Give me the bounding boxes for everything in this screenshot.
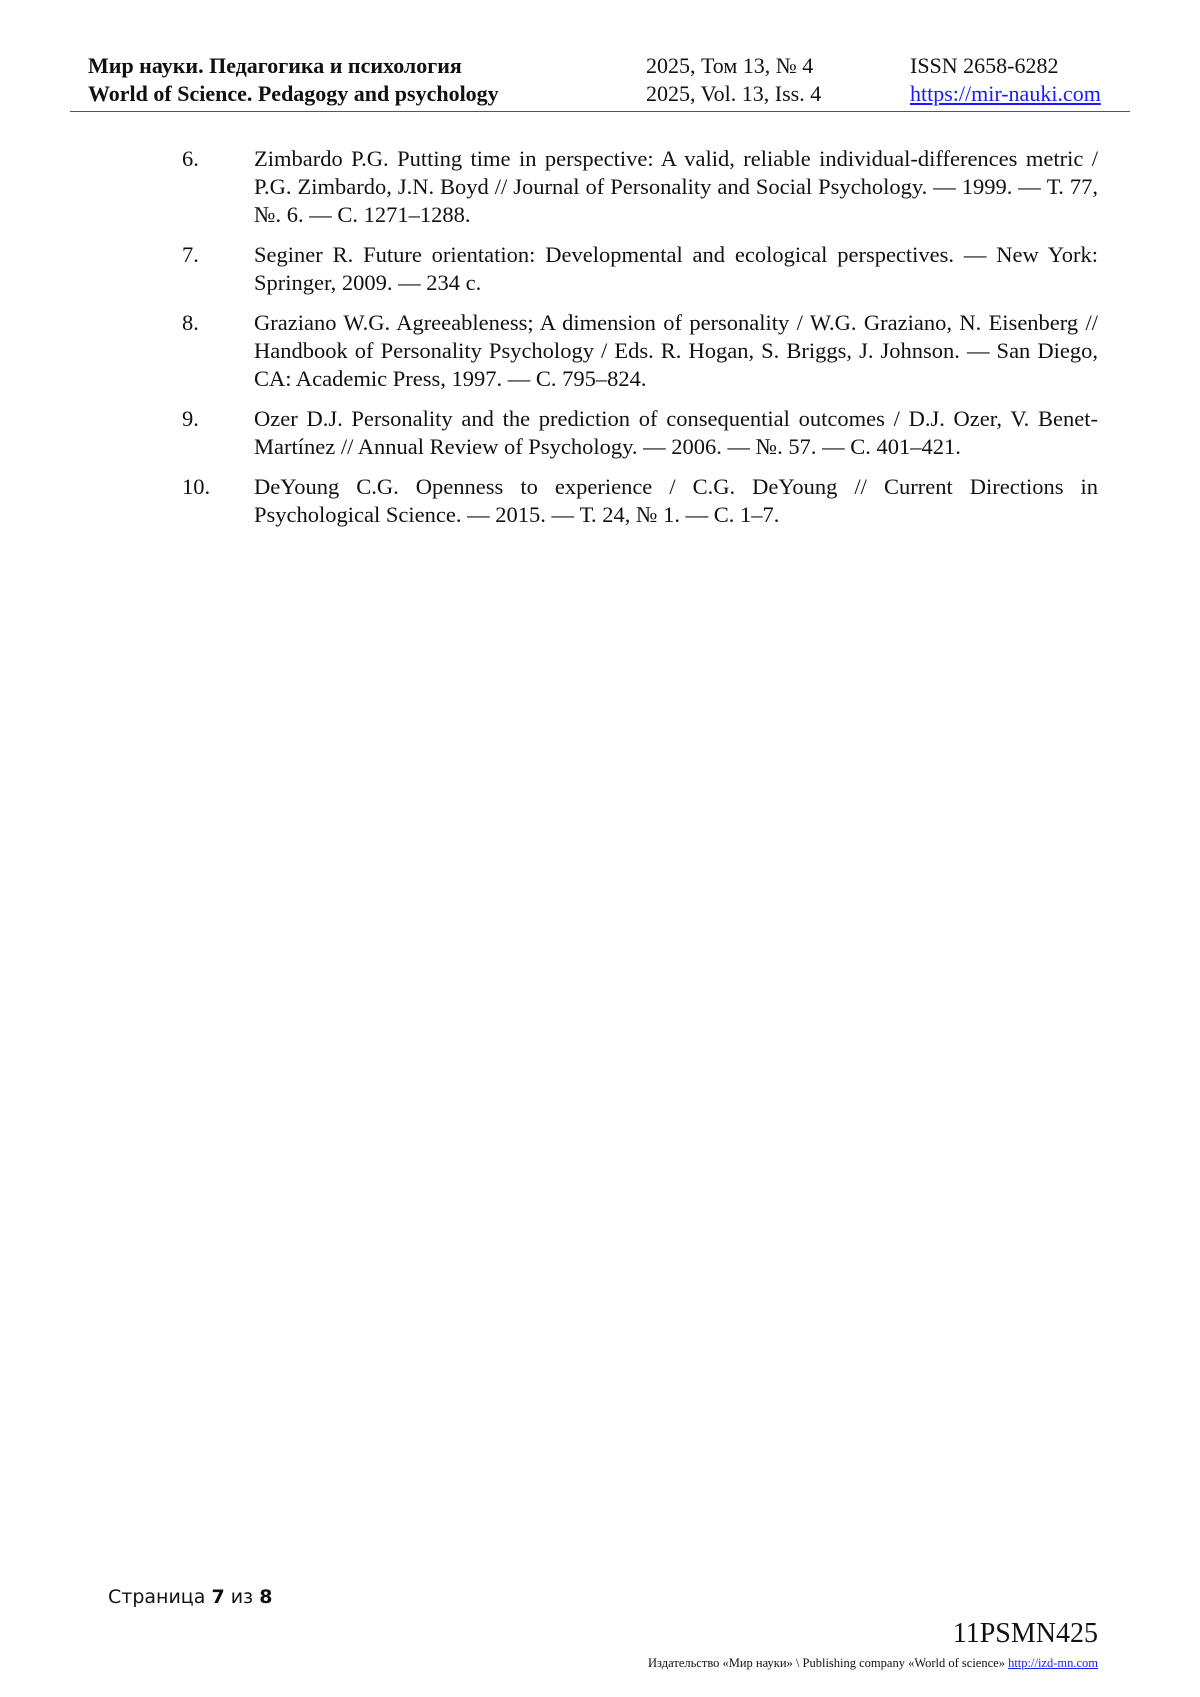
reference-item <box>182 241 1098 297</box>
page-counter <box>108 1586 272 1608</box>
reference-number: 9. <box>182 406 199 431</box>
issue-info-ru: 2025, Том 13, № 4 <box>646 53 814 78</box>
issue-info-en: 2025, Vol. 13, Iss. 4 <box>646 81 822 106</box>
page-current-number: 7 <box>211 1586 225 1608</box>
reference-list <box>182 145 1098 541</box>
reference-item <box>182 405 1098 461</box>
journal-title-ru: Мир науки. Педагогика и психология <box>88 53 462 78</box>
publisher-line <box>648 1656 1098 1671</box>
reference-number: 6. <box>182 146 199 171</box>
reference-text: DeYoung C.G. Openness to experience / C.G. DeYoung // Current Directions in Psychological Science. — 2015. — Т. 24, № 1. — С. 1–7. <box>254 474 1098 527</box>
reference-number: 8. <box>182 310 199 335</box>
page-counter-separator: из <box>224 1586 260 1608</box>
journal-title-en: World of Science. Pedagogy and psychology <box>88 81 499 106</box>
page-header <box>88 52 1124 108</box>
page-counter-prefix: Страница <box>108 1586 212 1608</box>
reference-text: Zimbardo P.G. Putting time in perspective: A valid, reliable individual-differences metric / P.G. Zimbardo, J.N. Boyd // Journal of Personality and Social Psychology. — 1999. — Т. 77, №. 6. — С. 1271–1288. <box>254 146 1098 227</box>
journal-website-link[interactable]: https://mir-nauki.com <box>910 81 1101 106</box>
reference-number: 10. <box>182 474 211 499</box>
article-code: 11PSMN425 <box>952 1618 1098 1649</box>
issn-number: ISSN 2658-6282 <box>910 53 1059 78</box>
header-divider <box>70 111 1130 112</box>
issn-block <box>910 52 1101 108</box>
publisher-text: Издательство «Мир науки» \ Publishing company «World of science» <box>648 1656 1009 1670</box>
reference-item <box>182 145 1098 229</box>
reference-number: 7. <box>182 242 199 267</box>
publisher-website-link[interactable]: http://izd-mn.com <box>1008 1656 1098 1670</box>
page-total-number: 8 <box>259 1586 273 1608</box>
issue-info-block <box>646 52 821 108</box>
reference-text: Ozer D.J. Personality and the prediction of consequential outcomes / D.J. Ozer, V. Benet-Martínez // Annual Review of Psychology. — 2006. — №. 57. — С. 401–421. <box>254 406 1098 459</box>
reference-text: Seginer R. Future orientation: Developmental and ecological perspectives. — New York: Springer, 2009. — 234 с. <box>254 242 1098 295</box>
reference-item <box>182 309 1098 393</box>
journal-title-block <box>88 52 499 108</box>
reference-text: Graziano W.G. Agreeableness; A dimension of personality / W.G. Graziano, N. Eisenberg // Handbook of Personality Psychology / Eds. R. Hogan, S. Briggs, J. Johnson. — San Diego, CA: Academic Press, 1997. — С. 795–824. <box>254 310 1098 391</box>
reference-item <box>182 473 1098 529</box>
